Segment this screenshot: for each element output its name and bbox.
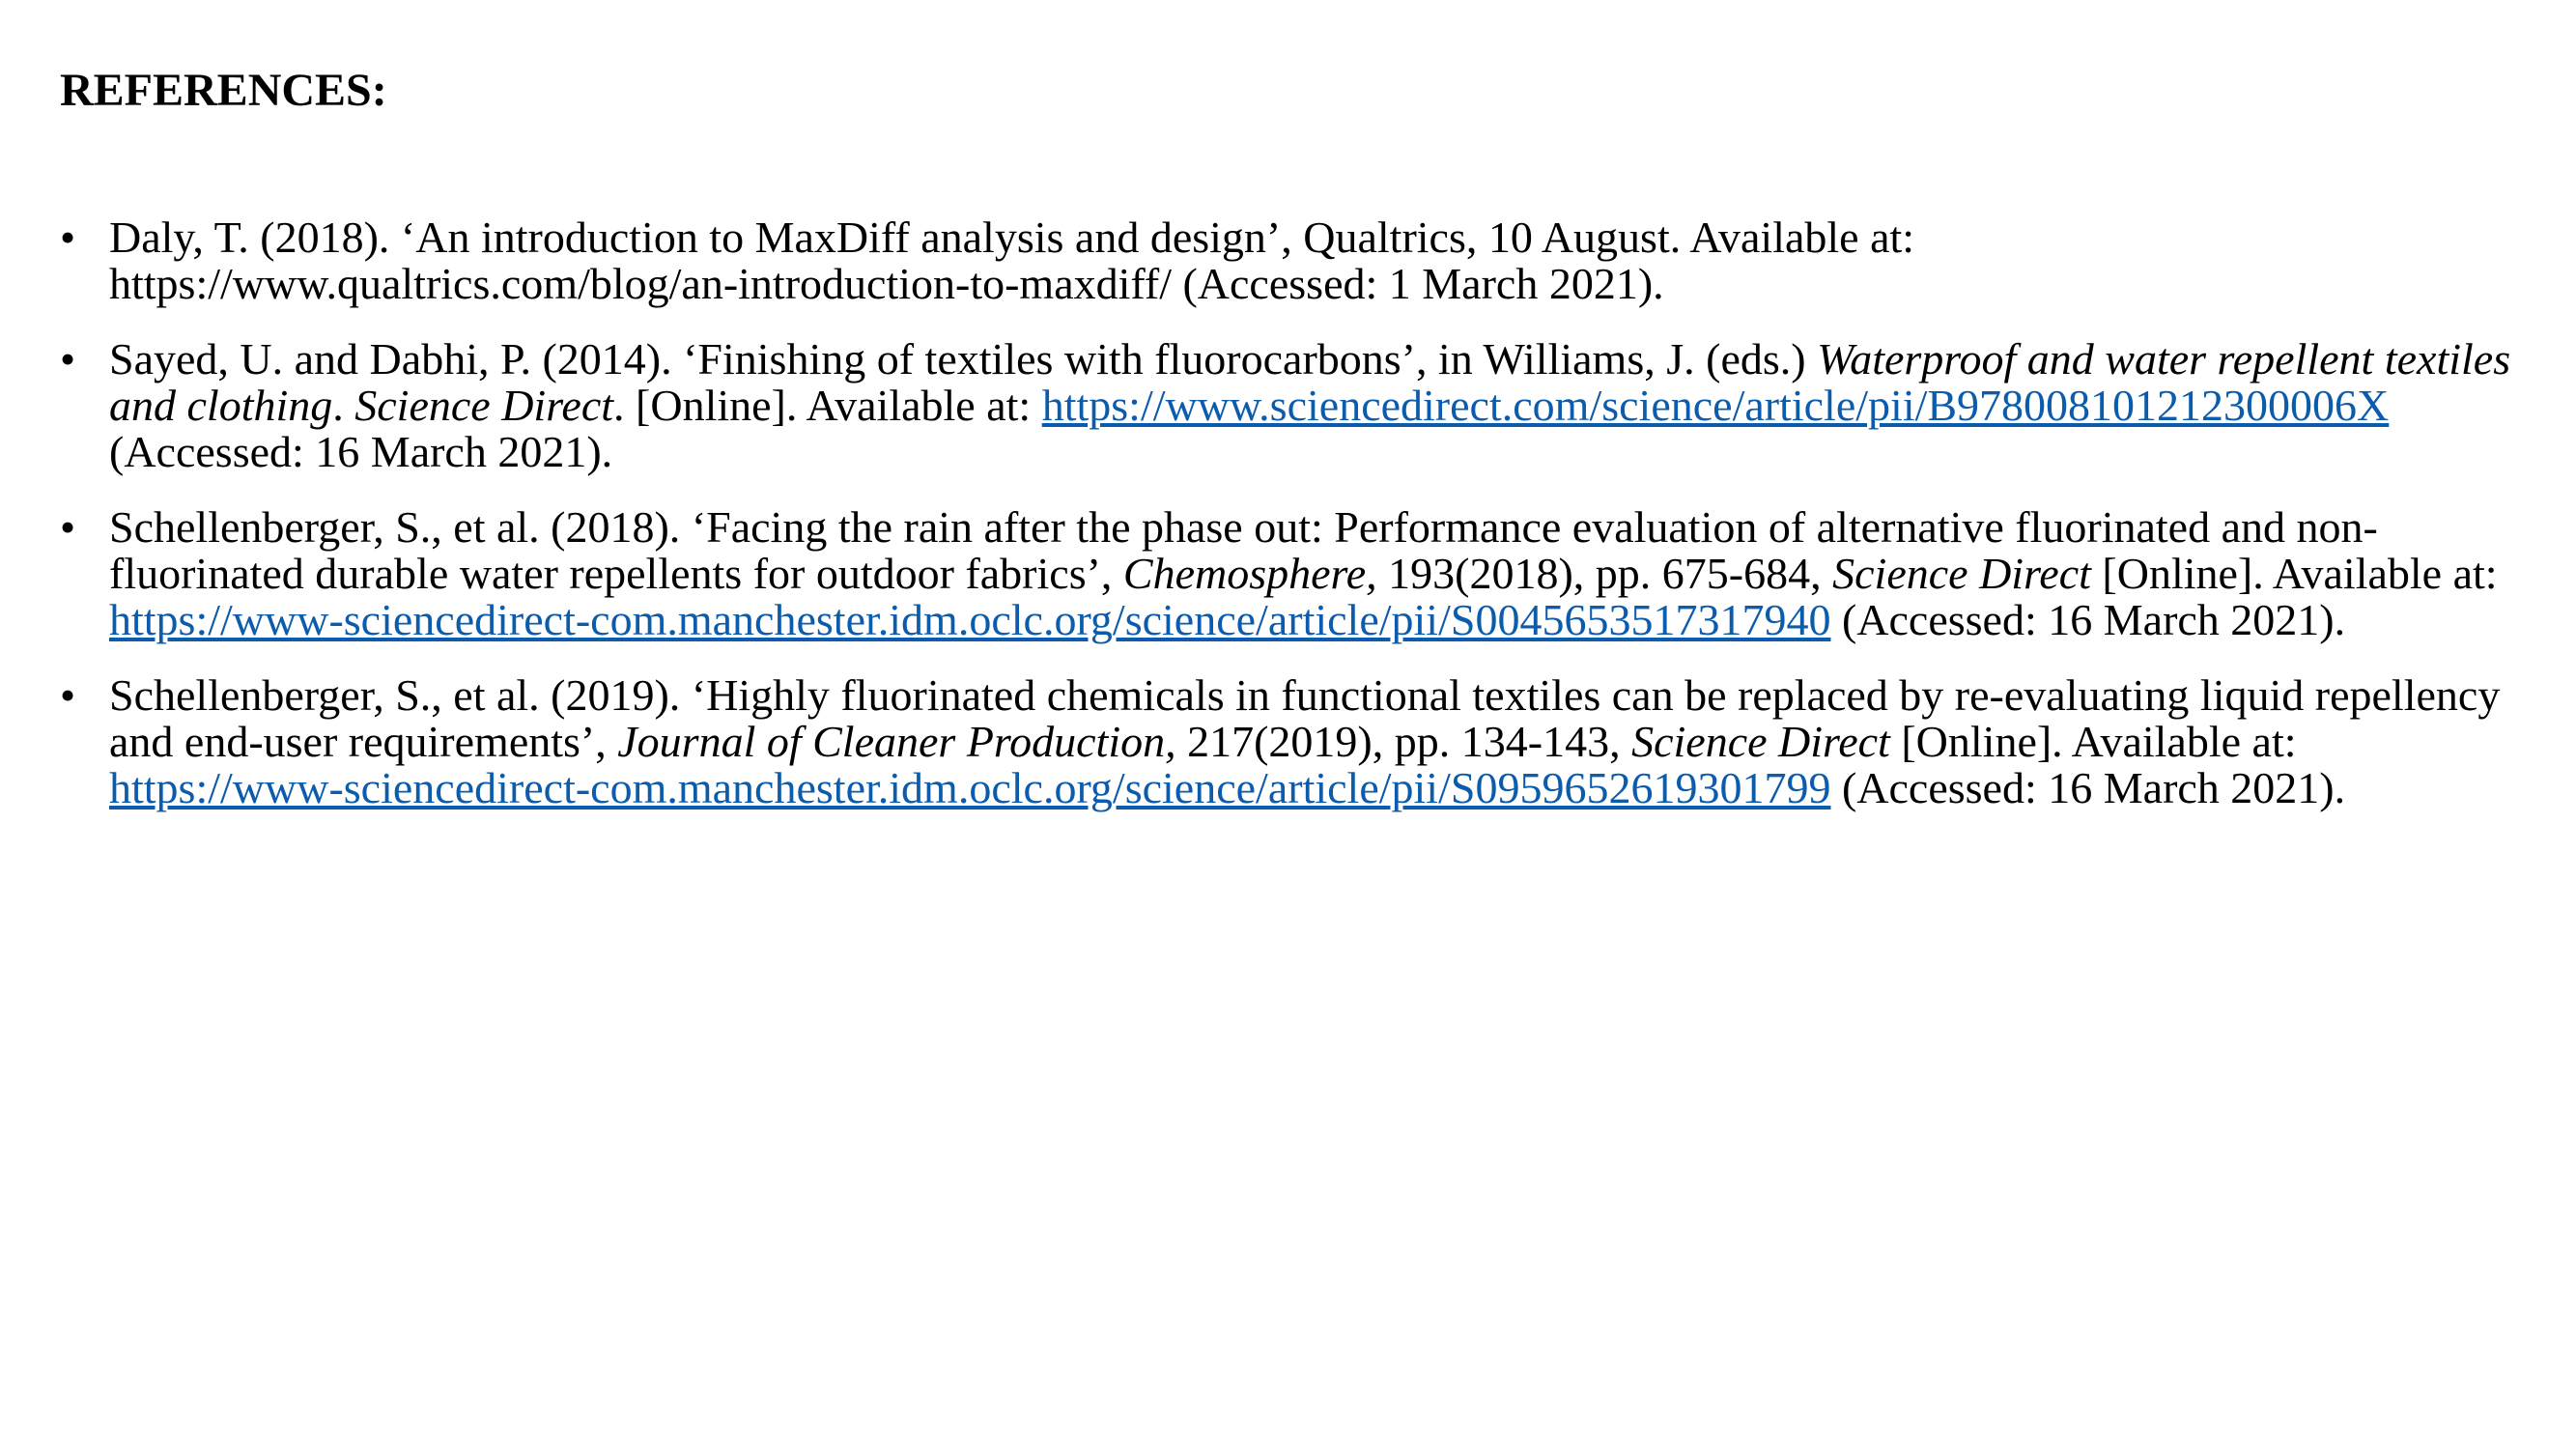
ref-title: ‘Highly fluorinated chemicals in functional textiles can be replaced by re-evaluating liquid repellency and end-user requirements’ [109, 670, 2501, 766]
reference-item-daly-2018 [60, 214, 2533, 307]
ref-source: , Qualtrics, 10 August. Available at: https://www.qualtrics.com/blog/an-introduction-to-maxdiff/ (Accessed: 1 March 2021). [109, 213, 1915, 308]
ref-available: . [Online]. Available at: [613, 381, 1032, 430]
ref-volume-pages: 217(2019), pp. 134-143, [1187, 717, 1621, 766]
ref-available: [Online]. Available at: [1901, 717, 2297, 766]
ref-editor: , in Williams, J. (eds.) [1415, 334, 1806, 384]
bullet-icon: • [60, 670, 76, 720]
ref-volume-pages: 193(2018), pp. 675-684, [1388, 549, 1822, 598]
ref-journal: Journal of Cleaner Production, [617, 717, 1176, 766]
ref-book-title: Waterproof and water repellent textiles and clothing [109, 334, 2511, 430]
ref-accessed: (Accessed: 16 March 2021). [1841, 595, 2346, 644]
ref-accessed: (Accessed: 16 March 2021). [109, 427, 613, 476]
reference-item-schellenberger-2018: • Schellenberger, S., et al. (2018). ‘Facing the rain after the phase out: Performance evaluation of alternative fluorinated and non-fluorinated durable water repellents for outdoor fabrics’, Chemosphere, 193(2018), pp. 675-684, Science Direct [Online]. Available at: https://www-sciencedirect-com.manchester.idm.oclc.org/science/article/pii/S0045653517317940 (Accessed: 16 March 2021). [60, 502, 2498, 644]
reference-item-sayed-2014 [60, 336, 2533, 475]
bullet-icon: • [60, 502, 76, 552]
ref-journal: Chemosphere, [1122, 549, 1377, 598]
ref-separator: . [332, 381, 344, 430]
ref-authors: Daly, T. (2018). [109, 213, 390, 262]
ref-publisher: Science Direct [1631, 717, 1890, 766]
reference-item-schellenberger-2019: • Schellenberger, S., et al. (2019). ‘Highly fluorinated chemicals in functional textiles can be replaced by re-evaluating liquid repellency and end-user requirements’, Journal of Cleaner Production, 217(2019), pp. 134-143, Science Direct [Online]. Available at: https://www-sciencedirect-com.manchester.idm.oclc.org/science/article/pii/S0959652619301799 (Accessed: 16 March 2021). [60, 670, 2501, 812]
ref-link[interactable]: https://www.sciencedirect.com/science/article/pii/B978008101212300006X [1041, 381, 2390, 430]
page-title: REFERENCES: [60, 65, 387, 116]
ref-publisher: Science Direct [1832, 549, 2091, 598]
ref-publisher: Science Direct [354, 381, 614, 430]
ref-link[interactable]: https://www-sciencedirect-com.manchester.idm.oclc.org/science/article/pii/S0045653517317940 [109, 595, 1831, 644]
ref-title: ‘Finishing of textiles with fluorocarbons’ [683, 334, 1416, 384]
ref-authors: Schellenberger, S., et al. (2019). [109, 670, 681, 720]
ref-authors: Sayed, U. and Dabhi, P. (2014). [109, 334, 672, 384]
ref-link[interactable]: https://www-sciencedirect-com.manchester.idm.oclc.org/science/article/pii/S0959652619301799 [109, 763, 1831, 812]
ref-accessed: (Accessed: 16 March 2021). [1841, 763, 2346, 812]
ref-title: ‘Facing the rain after the phase out: Performance evaluation of alternative fluorinated and non-fluorinated durable water repellents for outdoor fabrics’ [109, 502, 2378, 598]
ref-title: ‘An introduction to MaxDiff analysis and design’ [400, 213, 1282, 262]
ref-available: [Online]. Available at: [2102, 549, 2498, 598]
ref-authors: Schellenberger, S., et al. (2018). [109, 502, 681, 552]
bullet-icon: • [60, 334, 76, 384]
reference-list [60, 214, 2533, 840]
bullet-icon: • [60, 213, 76, 262]
